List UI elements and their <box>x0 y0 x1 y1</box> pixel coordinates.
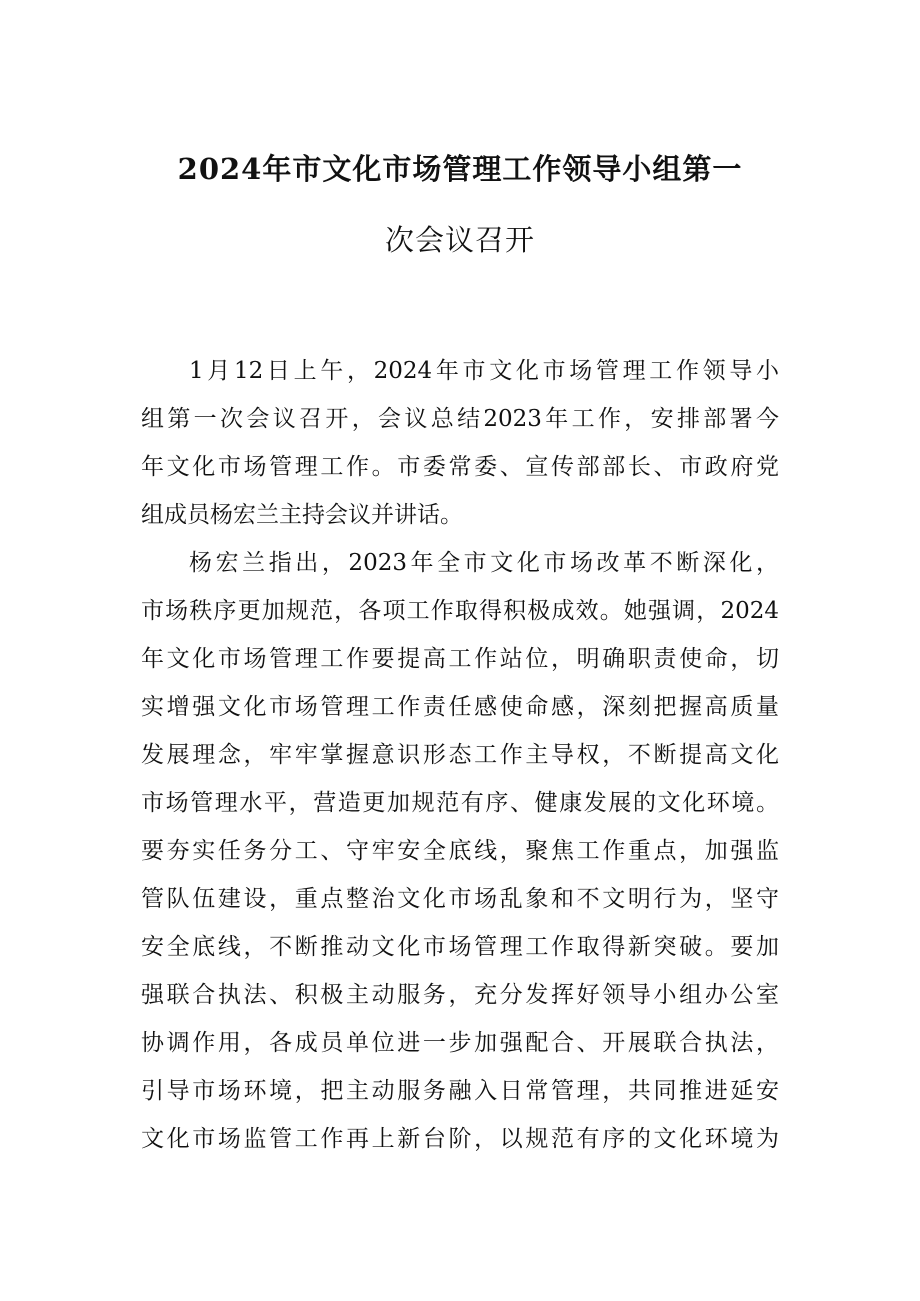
body-line: 市场管理水平，营造更加规范有序、健康发展的文化环境。 <box>141 790 779 816</box>
body-line: 强联合执法、积极主动服务，充分发挥好领导小组办公室 <box>141 982 779 1008</box>
body-line: 年文化市场管理工作。市委常委、宣传部部长、市政府党 <box>141 454 779 480</box>
body-line: 引导市场环境，把主动服务融入日常管理，共同推进延安 <box>141 1078 779 1104</box>
body-line: 管队伍建设，重点整治文化市场乱象和不文明行为，坚守 <box>141 886 779 912</box>
body-line: 实增强文化市场管理工作责任感使命感，深刻把握高质量 <box>141 694 779 720</box>
document-title-line-2: 次会议召开 <box>384 223 535 257</box>
body-line: 1月12日上午，2024年市文化市场管理工作领导小 <box>189 358 779 384</box>
body-line: 组第一次会议召开，会议总结2023年工作，安排部署今 <box>141 406 779 432</box>
body-line: 安全底线，不断推动文化市场管理工作取得新突破。要加 <box>141 934 779 960</box>
body-line: 杨宏兰指出，2023年全市文化市场改革不断深化， <box>189 550 779 576</box>
body-line: 要夯实任务分工、守牢安全底线，聚焦工作重点，加强监 <box>141 838 779 864</box>
body-line: 市场秩序更加规范，各项工作取得积极成效。她强调，2024 <box>141 598 779 624</box>
body-line: 文化市场监管工作再上新台阶，以规范有序的文化环境为 <box>141 1126 779 1152</box>
body-line: 协调作用，各成员单位进一步加强配合、开展联合执法， <box>141 1030 779 1056</box>
body-line: 年文化市场管理工作要提高工作站位，明确职责使命，切 <box>141 646 779 672</box>
body-line: 组成员杨宏兰主持会议并讲话。 <box>141 502 463 528</box>
body-line: 发展理念，牢牢掌握意识形态工作主导权，不断提高文化 <box>141 742 779 768</box>
document-title-line-1: 2024年市文化市场管理工作领导小组第一 <box>177 152 743 186</box>
